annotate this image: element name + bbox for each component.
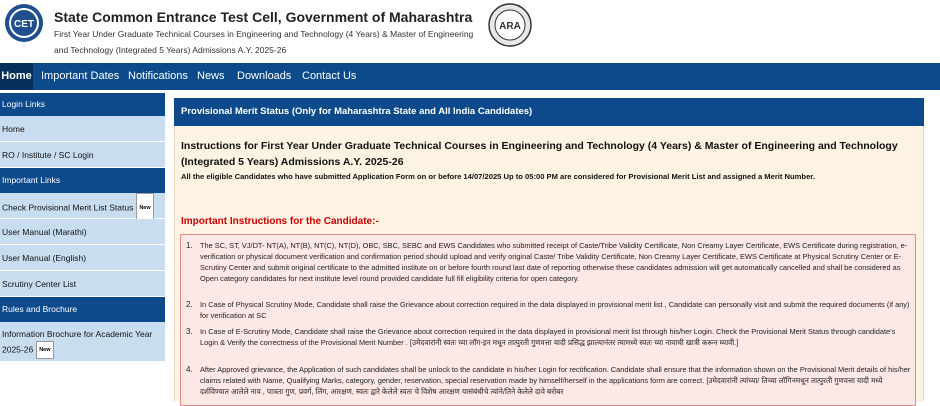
nav-contact-us[interactable]: Contact Us [302, 70, 357, 82]
instruction-item [186, 326, 911, 348]
nav-important-dates[interactable]: Important Dates [41, 70, 120, 82]
instruction-number: 2. [186, 300, 193, 309]
nav-downloads[interactable]: Downloads [237, 70, 292, 82]
sidebar-item-manual-english[interactable]: User Manual (English) [0, 245, 165, 271]
sidebar-item-brochure[interactable] [0, 322, 165, 362]
nav-notifications[interactable]: Notifications [128, 70, 188, 82]
site-title: State Common Entrance Test Cell, Government of Maharashtra [54, 9, 473, 25]
nav-news[interactable]: News [197, 70, 225, 82]
panel-heading: Provisional Merit Status (Only for Maharashtra State and All India Candidates) [174, 98, 924, 126]
instruction-text: In Case of Physical Scrutiny Mode, Candidate shall raise the Grievance about correction required in the data displayed in provisional merit list , Candidate can personally visit and submit the required documents (if any) for verification at SC [200, 300, 910, 320]
cet-logo-text: CET [14, 19, 34, 30]
instruction-number: 1. [186, 241, 193, 250]
instruction-text: The SC, ST, VJ/DT- NT(A), NT(B), NT(C), NT(D), OBC, SBC, SEBC and EWS Candidates who submitted receipt of Caste/Tribe Validity Certificate, Non Creamy Layer Certificate, EWS Certificate during registration, e-verification or physical document verification and confirmation period should upload and verify original Caste/ Tribe Validity Certificate, Non Creamy Layer Certificate, EWS Certificate at Physical Scrutiny Center or E-Scrutiny Center and submit original certificate to the admitted institute on or before fourth round last date of reporting otherwise these candidates admission will get automatically cancelled and shall be considered as Open category candidates for next institute level round provided candidate full fill eligibility criteria for open category. [200, 241, 908, 283]
sidebar-item-home[interactable]: Home [0, 116, 165, 142]
instruction-item [186, 364, 911, 397]
cet-cell-logo[interactable] [4, 3, 44, 43]
instruction-item [186, 240, 911, 284]
instruction-number: 3. [186, 327, 193, 336]
nav-home[interactable]: Home [0, 63, 33, 90]
sidebar-item-manual-marathi[interactable]: User Manual (Marathi) [0, 219, 165, 245]
sidebar-heading-rules: Rules and Brochure [0, 297, 165, 322]
sidebar-item-scrutiny-center[interactable]: Scrutiny Center List [0, 271, 165, 297]
page-title: Instructions for First Year Under Graduate Technical Courses in Engineering and Technology (4 Years) & Master of Engineering and Technology (Integrated 5 Years) Admissions A.Y. 2025-26 [181, 140, 898, 168]
instructions-heading: Important Instructions for the Candidate:- [181, 216, 379, 227]
sidebar-heading-login-links: Login Links [0, 93, 165, 116]
site-subtitle-line2: and Technology (Integrated 5 Years) Admissions A.Y. 2025-26 [54, 45, 287, 55]
sidebar-item-label: Check Provisional Merit List Status [2, 202, 134, 213]
instruction-number: 4. [186, 365, 193, 374]
page-subtitle: All the eligible Candidates who have submitted Application Form on or before 14/07/2025 Up to 05:00 PM are considered for Provisional Merit List and assigned a Merit Number. [181, 172, 815, 181]
sidebar-item-label: Information Brochure for Academic Year [2, 329, 153, 339]
site-header [0, 0, 940, 63]
ara-logo [488, 3, 532, 47]
instruction-text: In Case of E-Scrutiny Mode, Candidate shall raise the Grievance about correction required in the data displayed in provisional merit list through his/her Login. Check the Provisional Merit Status through candidate's Login & Verify the correctness of the Provisional Merit Number . [उमेदवारांनी स्वतः च्या लॉग-इन मधून तात्पुरती गुणवत्ता यादी प्रसिद्ध झाल्यानंतर त्यामध्ये स्वतः च्या नावाची खात्री करून घ्यावी.] [200, 327, 896, 347]
sidebar-item-ro-login[interactable]: RO / Institute / SC Login [0, 142, 165, 168]
main-navbar [0, 63, 940, 90]
sidebar-item-merit-status[interactable] [0, 193, 165, 219]
new-badge: New [136, 193, 153, 223]
instruction-text: After Approved grievance, the Application of such candidates shall be unlock to the candidate in his/her Login for rectification. Candidate shall ensure that the information shown on the Provisional Merit details of his/her claims related with Name, Qualifying Marks, category, gender, reservation, special reservation made by himself/herself in the applications form are correct. [उमेदवारांनी त्यांच्या/ तिच्या लॉगिनमधून तात्पुरती गुणवत्ता यादी मध्ये दर्शविण्यात आलेले नाव , पात्रता गुण, प्रवर्ग, लिंग, आरक्षण, स्वतः द्वारे केलेले स्वतः चे विशेष आरक्षण यासंबंधीचे त्यांने/तिने केलेले दावे बरोबर [200, 365, 911, 396]
ara-logo-text: ARA [499, 21, 521, 32]
sidebar-item-label: 2025-26 [2, 344, 34, 355]
sidebar-heading-important-links: Important Links [0, 168, 165, 193]
new-badge: New [36, 341, 53, 359]
site-subtitle-line1: First Year Under Graduate Technical Courses in Engineering and Technology (4 Years) & Master of Engineering [54, 29, 474, 39]
instruction-item [186, 299, 911, 321]
